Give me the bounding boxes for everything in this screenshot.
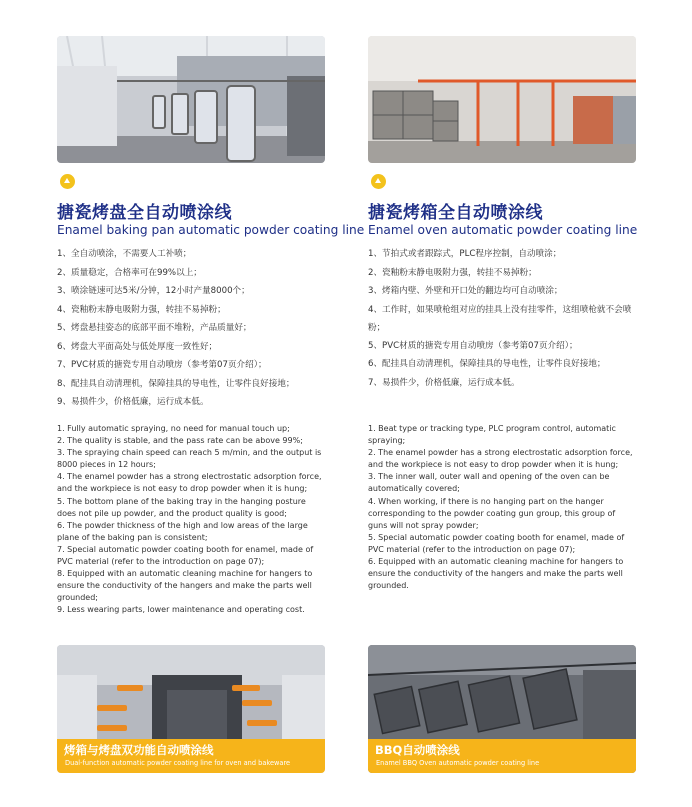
section-title-cn: 搪瓷烤箱全自动喷涂线 xyxy=(368,203,543,223)
list-item: 8. Equipped with an automatic cleaning machine for hangers to ensure the conductivity of the hangers and make the parts well grounded; xyxy=(57,569,313,603)
caption-bar xyxy=(368,739,636,773)
bbq-line-card xyxy=(368,645,636,773)
chevron-up-icon xyxy=(371,174,386,189)
list-item: 2. The quality is stable, and the pass rate can be above 99%; xyxy=(57,436,303,446)
list-item: 6. Equipped with an automatic cleaning machine for hangers to ensure the conductivity of the hangers and make the parts well grounded. xyxy=(368,557,624,591)
list-item: 4. When working, if there is no hanging part on the hanger corresponding to the powder coating gun group, this group of guns will not spray powder; xyxy=(368,496,616,530)
list-item: 3、烤箱内壁、外壁和开口处的翻边均可自动喷涂； xyxy=(368,286,563,296)
features-en-list xyxy=(57,423,325,617)
section-title-cn: 搪瓷烤盘全自动喷涂线 xyxy=(57,203,232,223)
list-item: 1. Fully automatic spraying, no need for manual touch up; xyxy=(57,424,290,433)
list-item: 3、喷涂链速可达5米/分钟，12小时产量8000个； xyxy=(57,286,250,296)
list-item: 3. The spraying chain speed can reach 5 m/min, and the output is 8000 pieces in 12 hours; xyxy=(57,448,322,470)
list-item: 4、瓷釉粉末静电吸附力强，转挂不易掉粉； xyxy=(57,304,226,315)
caption-bar xyxy=(57,739,325,773)
list-item: 6、配挂具自动清理机，保障挂具的导电性，让零件良好接地； xyxy=(368,359,606,369)
caption-en: Dual-function automatic powder coating line for oven and bakeware xyxy=(65,759,291,767)
list-item: 6. The powder thickness of the high and low areas of the large plane of the baking pan is consistent; xyxy=(57,520,308,542)
caption-en: Enamel BBQ Oven automatic powder coating line xyxy=(376,759,540,767)
list-item: 5. Special automatic powder coating booth for enamel, made of PVC material (refer to the introduction on page 07); xyxy=(368,532,625,554)
features-en-list xyxy=(368,423,636,592)
list-item: 7. Special automatic powder coating booth for enamel, made of PVC material (refer to the introduction on page 07); xyxy=(57,544,314,567)
list-item: 5、PVC材质的搪瓷专用自动喷房（参考第07页介绍）； xyxy=(368,340,578,351)
caption-cn: BBQ自动喷涂线 xyxy=(375,743,460,757)
oven-line-photo xyxy=(368,36,636,163)
list-item: 9、易损件少，价格低廉，运行成本低。 xyxy=(57,397,209,407)
caption-cn: 烤箱与烤盘双功能自动喷涂线 xyxy=(64,743,214,757)
list-item: 2、质量稳定，合格率可在99%以上； xyxy=(57,267,202,278)
list-item: 2. The enamel powder has a strong electrostatic adsorption force, and the workpiece is not easy to drop powder when it is hung; xyxy=(368,448,633,470)
list-item: 1、节拍式或者跟踪式，PLC程序控制，自动喷涂； xyxy=(368,249,562,259)
dual-function-line-card xyxy=(57,645,325,773)
list-item: 4、工作时，如果喷枪组对应的挂具上没有挂零件，这组喷枪就不会喷粉； xyxy=(368,304,632,333)
list-item: 4. The enamel powder has a strong electrostatic adsorption force, and the workpiece is not easy to drop powder when it is hung; xyxy=(57,472,322,494)
features-cn-list xyxy=(57,249,295,416)
baking-pan-line-photo xyxy=(57,36,325,163)
list-item: 1. Beat type or tracking type, PLC program control, automatic spraying; xyxy=(368,424,616,446)
list-item: 9. Less wearing parts, lower maintenance and operating cost. xyxy=(57,605,305,615)
section-title-en: Enamel oven automatic powder coating line xyxy=(368,223,638,237)
list-item: 3. The inner wall, outer wall and opening of the oven can be automatically covered; xyxy=(368,472,610,494)
list-item: 5、烤盘悬挂姿态的底部平面不堆粉，产品质量好； xyxy=(57,323,252,333)
list-item: 7、PVC材质的搪瓷专用自动喷房（参考第07页介绍）； xyxy=(57,360,267,370)
features-cn-list xyxy=(368,249,634,396)
list-item: 5. The bottom plane of the baking tray in the hanging posture does not pile up powder, and the product quality is good; xyxy=(57,496,306,518)
section-title-en: Enamel baking pan automatic powder coating line xyxy=(57,223,365,237)
list-item: 2、瓷釉粉末静电吸附力强，转挂不易掉粉； xyxy=(368,267,537,278)
list-item: 7、易损件少，价格低廉，运行成本低。 xyxy=(368,377,520,388)
list-item: 8、配挂具自动清理机，保障挂具的导电性，让零件良好接地； xyxy=(57,378,295,389)
list-item: 6、烤盘大平面高处与低处厚度一致性好； xyxy=(57,341,218,352)
list-item: 1、全自动喷涂，不需要人工补喷； xyxy=(57,249,192,259)
chevron-up-icon xyxy=(60,174,75,189)
